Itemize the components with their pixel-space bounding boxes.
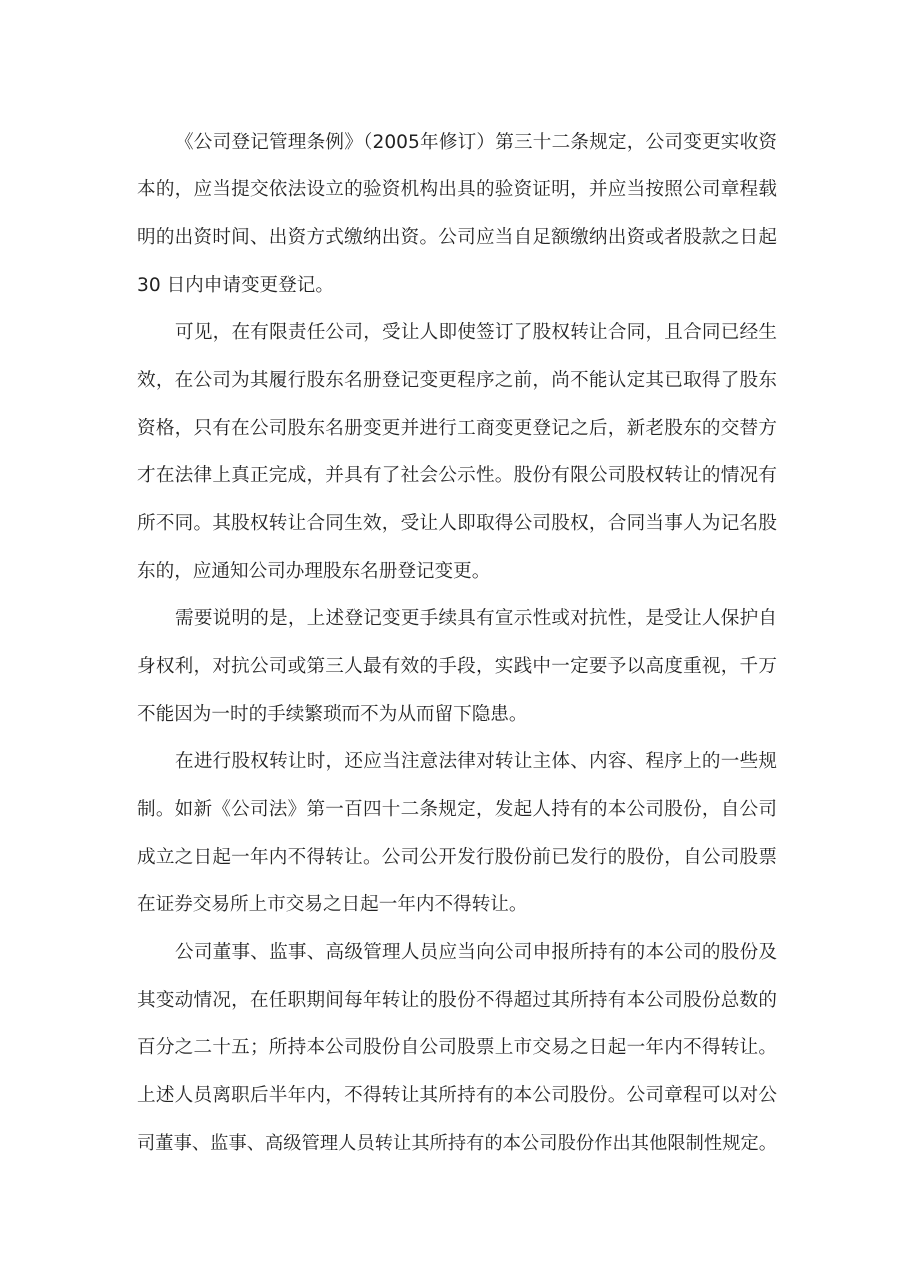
paragraph-5-line-3: 百分之二十五；所持本公司股份自公司股票上市交易之日起一年内不得转让。 <box>137 1037 777 1058</box>
paragraph-2-line-2: 效，在公司为其履行股东名册登记变更程序之前，尚不能认定其已取得了股东 <box>137 370 777 391</box>
paragraph-4-line-2: 制。如新《公司法》第一百四十二条规定，发起人持有的本公司股份，自公司 <box>137 799 777 820</box>
paragraph-2-line-3: 资格，只有在公司股东名册变更并进行工商变更登记之后，新老股东的交替方 <box>137 418 777 439</box>
paragraph-1-line-2: 本的，应当提交依法设立的验资机构出具的验资证明，并应当按照公司章程载 <box>137 179 777 200</box>
paragraph-1-line-3: 明的出资时间、出资方式缴纳出资。公司应当自足额缴纳出资或者股款之日起 <box>137 227 777 248</box>
paragraph-4-line-1: 在进行股权转让时，还应当注意法律对转让主体、内容、程序上的一些规 <box>175 751 777 772</box>
paragraph-1-line-1: 《公司登记管理条例》（2005年修订）第三十二条规定，公司变更实收资 <box>175 132 777 153</box>
paragraph-3-line-2: 身权利，对抗公司或第三人最有效的手段，实践中一定要予以高度重视，千万 <box>137 656 777 677</box>
paragraph-3-line-3: 不能因为一时的手续繁琐而不为从而留下隐患。 <box>137 704 528 725</box>
paragraph-2-line-5: 所不同。其股权转让合同生效，受让人即取得公司股权，合同当事人为记名股 <box>137 513 777 534</box>
paragraph-1-line-4: 30 日内申请变更登记。 <box>137 275 334 296</box>
paragraph-2-line-1: 可见，在有限责任公司，受让人即使签订了股权转让合同，且合同已经生 <box>175 322 777 343</box>
paragraph-5-line-1: 公司董事、监事、高级管理人员应当向公司申报所持有的本公司的股份及 <box>175 942 777 963</box>
paragraph-5-line-5: 司董事、监事、高级管理人员转让其所持有的本公司股份作出其他限制性规定。 <box>137 1133 777 1154</box>
paragraph-4-line-4: 在证券交易所上市交易之日起一年内不得转让。 <box>137 894 528 915</box>
paragraph-5-line-4: 上述人员离职后半年内，不得转让其所持有的本公司股份。公司章程可以对公 <box>137 1085 777 1106</box>
paragraph-4-line-3: 成立之日起一年内不得转让。公司公开发行股份前已发行的股份，自公司股票 <box>137 847 777 868</box>
paragraph-2-line-6: 东的，应通知公司办理股东名册登记变更。 <box>137 561 491 582</box>
paragraph-5-line-2: 其变动情况，在任职期间每年转让的股份不得超过其所持有本公司股份总数的 <box>137 990 777 1011</box>
paragraph-3-line-1: 需要说明的是，上述登记变更手续具有宣示性或对抗性，是受让人保护自 <box>175 608 777 629</box>
paragraph-2-line-4: 才在法律上真正完成，并具有了社会公示性。股份有限公司股权转让的情况有 <box>137 465 777 486</box>
